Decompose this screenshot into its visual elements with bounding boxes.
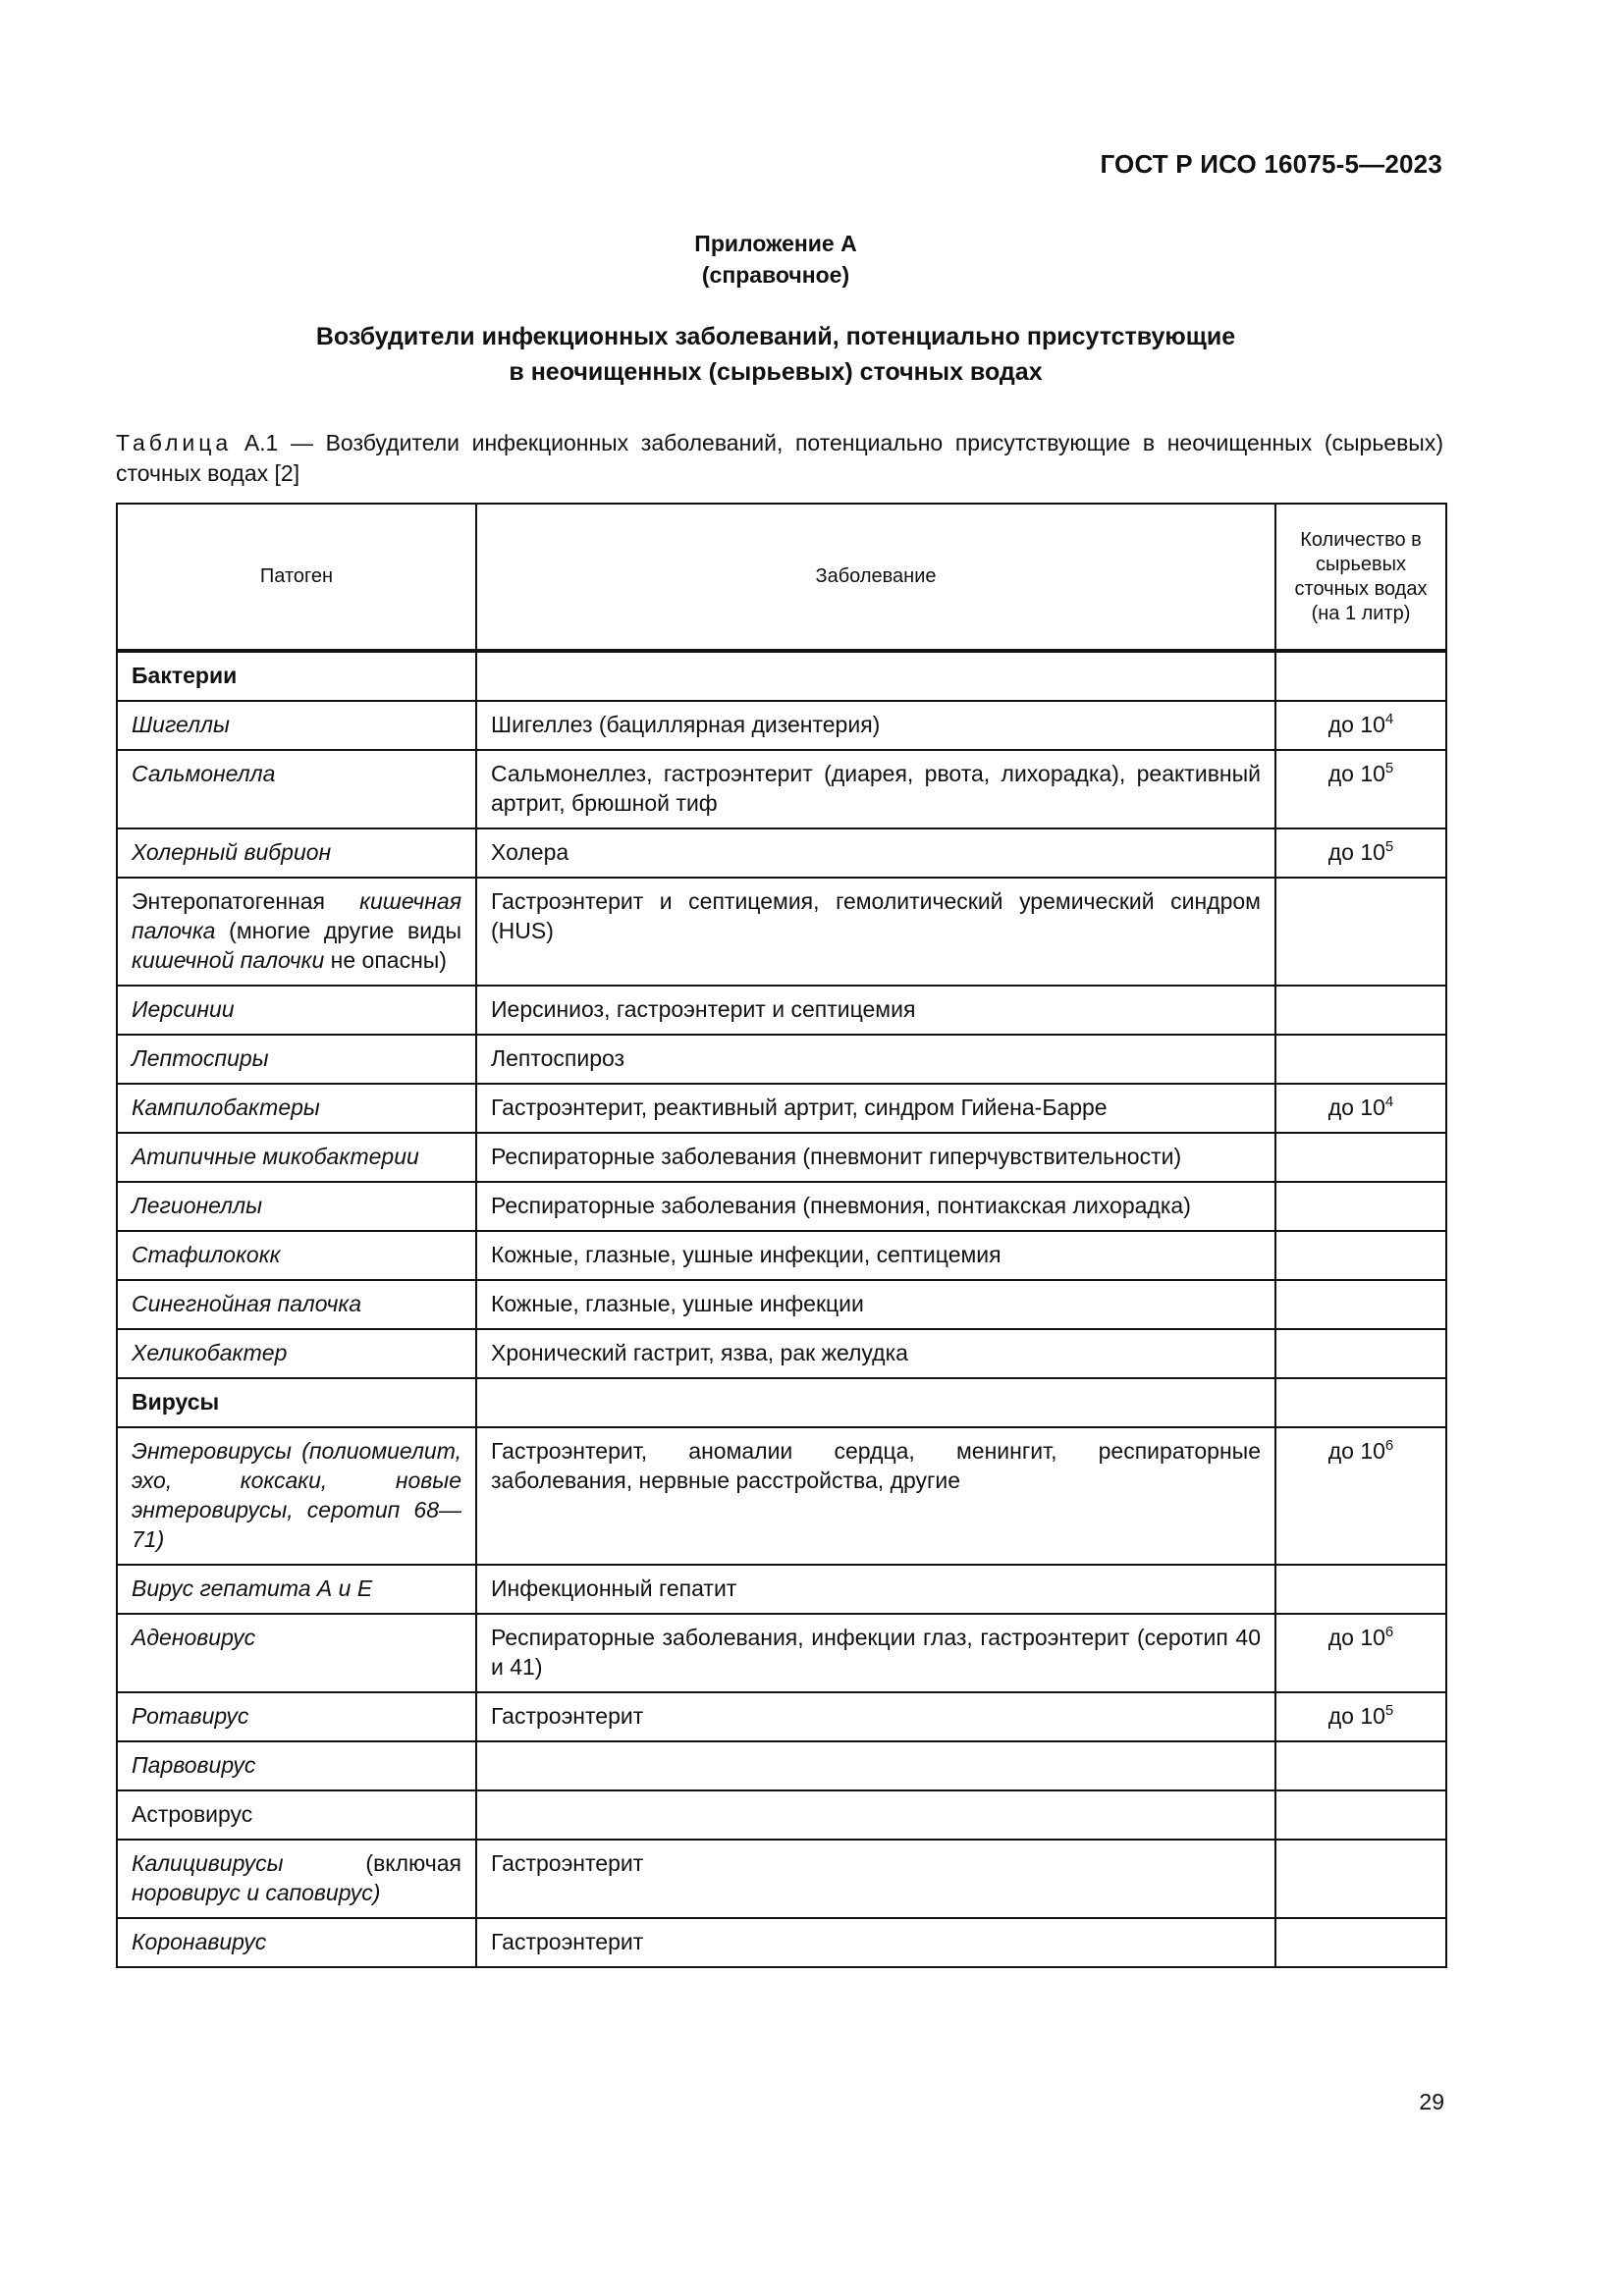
- disease-cell: Инфекционный гепатит: [476, 1565, 1275, 1614]
- amount-exponent: 6: [1384, 1624, 1394, 1640]
- amount-cell: [1275, 1840, 1446, 1918]
- pathogen-cell: Хеликобактер: [117, 1329, 476, 1378]
- table-row: [117, 1378, 1446, 1427]
- appendix-kind: (справочное): [701, 262, 850, 288]
- pathogen-cell: Шигеллы: [117, 701, 476, 750]
- pathogen-text-fragment: норовирус и саповирус): [132, 1880, 381, 1905]
- amount-cell: [1275, 1741, 1446, 1790]
- pathogen-cell: Атипичные микобактерии: [117, 1133, 476, 1182]
- disease-cell: [476, 1378, 1275, 1427]
- pathogen-cell: Бактерии: [117, 651, 476, 701]
- amount-exponent: 5: [1384, 838, 1394, 855]
- disease-cell: Кожные, глазные, ушные инфекции: [476, 1280, 1275, 1329]
- amount-base: до 10: [1327, 1438, 1385, 1464]
- disease-cell: [476, 1741, 1275, 1790]
- disease-cell: Кожные, глазные, ушные инфекции, септицемия: [476, 1231, 1275, 1280]
- table-row: [117, 1741, 1446, 1790]
- pathogen-cell: Вирус гепатита А и Е: [117, 1565, 476, 1614]
- document-code: ГОСТ Р ИСО 16075-5—2023: [1100, 149, 1442, 179]
- table-row: [117, 1692, 1446, 1741]
- page-number: 29: [1419, 2089, 1444, 2114]
- pathogen-text-fragment: Энтеропатогенная: [132, 888, 360, 914]
- disease-cell: Респираторные заболевания, инфекции глаз, гастроэнтерит (серотип 40 и 41): [476, 1614, 1275, 1692]
- pathogen-cell: Энтеровирусы (полиомиелит, эхо, коксаки, новые энтеровирусы, серотип 68—71): [117, 1427, 476, 1565]
- table-row: [117, 1329, 1446, 1378]
- table-row: [117, 1840, 1446, 1918]
- amount-exponent: 5: [1384, 760, 1394, 776]
- table-row: [117, 1280, 1446, 1329]
- header-disease: Заболевание: [476, 504, 1275, 651]
- pathogen-cell: [117, 1840, 476, 1918]
- table-row: [117, 1084, 1446, 1133]
- table-row: [117, 1427, 1446, 1565]
- table-row: [117, 701, 1446, 750]
- table-row: [117, 1614, 1446, 1692]
- pathogen-cell: Синегнойная палочка: [117, 1280, 476, 1329]
- disease-cell: Респираторные заболевания (пневмония, понтиакская лихорадка): [476, 1182, 1275, 1231]
- disease-cell: Гастроэнтерит, реактивный артрит, синдром Гийена-Барре: [476, 1084, 1275, 1133]
- amount-base: до 10: [1327, 1625, 1385, 1650]
- table-row: [117, 878, 1446, 986]
- pathogen-cell: Коронавирус: [117, 1918, 476, 1967]
- table-row: [117, 1133, 1446, 1182]
- amount-cell: [1275, 1614, 1446, 1692]
- amount-base: до 10: [1327, 1703, 1385, 1729]
- amount-cell: [1275, 701, 1446, 750]
- amount-cell: [1275, 1035, 1446, 1084]
- caption-text: — Возбудители инфекционных заболеваний, потенциально присутствующие в неочищенных (сырьевых) сточных водах [2]: [116, 430, 1443, 486]
- table-row: [117, 750, 1446, 828]
- disease-cell: Гастроэнтерит, аномалии сердца, менингит, респираторные заболевания, нервные расстройства, другие: [476, 1427, 1275, 1565]
- disease-cell: Хронический гастрит, язва, рак желудка: [476, 1329, 1275, 1378]
- amount-cell: [1275, 1378, 1446, 1427]
- caption-prefix: Таблица: [116, 430, 233, 455]
- pathogen-cell: Ротавирус: [117, 1692, 476, 1741]
- table-row: [117, 651, 1446, 701]
- pathogen-text-fragment: не опасны): [324, 947, 447, 973]
- disease-cell: Сальмонеллез, гастроэнтерит (диарея, рвота, лихорадка), реактивный артрит, брюшной тиф: [476, 750, 1275, 828]
- amount-cell: [1275, 651, 1446, 701]
- disease-cell: Иерсиниоз, гастроэнтерит и септицемия: [476, 986, 1275, 1035]
- disease-cell: Респираторные заболевания (пневмонит гиперчувствительности): [476, 1133, 1275, 1182]
- appendix-title: [0, 319, 1551, 390]
- amount-cell: [1275, 750, 1446, 828]
- pathogen-cell: Сальмонелла: [117, 750, 476, 828]
- pathogen-cell: Легионеллы: [117, 1182, 476, 1231]
- table-body: [117, 651, 1446, 1967]
- pathogen-cell: Холерный вибрион: [117, 828, 476, 878]
- amount-exponent: 5: [1384, 1702, 1394, 1719]
- pathogen-text-fragment: (включая: [365, 1850, 461, 1876]
- amount-cell: [1275, 1329, 1446, 1378]
- table-row: [117, 986, 1446, 1035]
- header-pathogen: Патоген: [117, 504, 476, 651]
- amount-cell: [1275, 1427, 1446, 1565]
- amount-cell: [1275, 1565, 1446, 1614]
- pathogen-text-fragment: кишечной палочки: [132, 947, 325, 973]
- amount-cell: [1275, 986, 1446, 1035]
- table-row: [117, 828, 1446, 878]
- pathogen-cell: Кампилобактеры: [117, 1084, 476, 1133]
- disease-cell: Гастроэнтерит: [476, 1918, 1275, 1967]
- pathogen-cell: [117, 878, 476, 986]
- pathogen-cell: Аденовирус: [117, 1614, 476, 1692]
- header-amount: Количество в сырьевых сточных водах (на 1 литр): [1275, 504, 1446, 651]
- caption-number: А.1: [244, 430, 279, 455]
- table-header-row: [117, 504, 1446, 651]
- amount-cell: [1275, 828, 1446, 878]
- pathogen-text-fragment: кишечная палочка: [132, 888, 461, 943]
- amount-cell: [1275, 1918, 1446, 1967]
- appendix-title-line: в неочищенных (сырьевых) сточных водах: [509, 358, 1043, 386]
- amount-base: до 10: [1327, 839, 1385, 865]
- disease-cell: Холера: [476, 828, 1275, 878]
- pathogen-text-fragment: Калицивирусы: [132, 1850, 366, 1876]
- disease-cell: Гастроэнтерит: [476, 1692, 1275, 1741]
- amount-cell: [1275, 1692, 1446, 1741]
- disease-cell: Гастроэнтерит и септицемия, гемолитический уремический синдром (HUS): [476, 878, 1275, 986]
- pathogen-cell: Парвовирус: [117, 1741, 476, 1790]
- disease-cell: [476, 651, 1275, 701]
- table-row: [117, 1035, 1446, 1084]
- amount-cell: [1275, 1182, 1446, 1231]
- amount-base: до 10: [1327, 712, 1385, 737]
- pathogen-cell: Лептоспиры: [117, 1035, 476, 1084]
- amount-base: до 10: [1327, 761, 1385, 786]
- table-row: [117, 1790, 1446, 1840]
- table-row: [117, 1918, 1446, 1967]
- amount-cell: [1275, 1280, 1446, 1329]
- amount-base: до 10: [1327, 1095, 1385, 1120]
- table-row: [117, 1182, 1446, 1231]
- disease-cell: Гастроэнтерит: [476, 1840, 1275, 1918]
- pathogens-table: [116, 503, 1447, 1968]
- amount-exponent: 6: [1384, 1437, 1394, 1454]
- disease-cell: Шигеллез (бациллярная дизентерия): [476, 701, 1275, 750]
- amount-exponent: 4: [1384, 1094, 1394, 1110]
- table-caption: [116, 428, 1443, 489]
- amount-cell: [1275, 1133, 1446, 1182]
- disease-cell: [476, 1790, 1275, 1840]
- pathogen-text-fragment: (многие другие виды: [215, 918, 461, 943]
- table-row: [117, 1565, 1446, 1614]
- table-row: [117, 1231, 1446, 1280]
- pathogen-cell: Вирусы: [117, 1378, 476, 1427]
- pathogen-cell: Астровирус: [117, 1790, 476, 1840]
- amount-cell: [1275, 878, 1446, 986]
- appendix-title-line: Возбудители инфекционных заболеваний, потенциально присутствующие: [315, 323, 1236, 350]
- amount-cell: [1275, 1231, 1446, 1280]
- pathogen-cell: Иерсинии: [117, 986, 476, 1035]
- disease-cell: Лептоспироз: [476, 1035, 1275, 1084]
- pathogen-cell: Стафилококк: [117, 1231, 476, 1280]
- appendix-label: Приложение А: [694, 231, 857, 256]
- appendix-heading: [0, 228, 1551, 291]
- amount-cell: [1275, 1084, 1446, 1133]
- amount-exponent: 4: [1384, 711, 1394, 727]
- amount-cell: [1275, 1790, 1446, 1840]
